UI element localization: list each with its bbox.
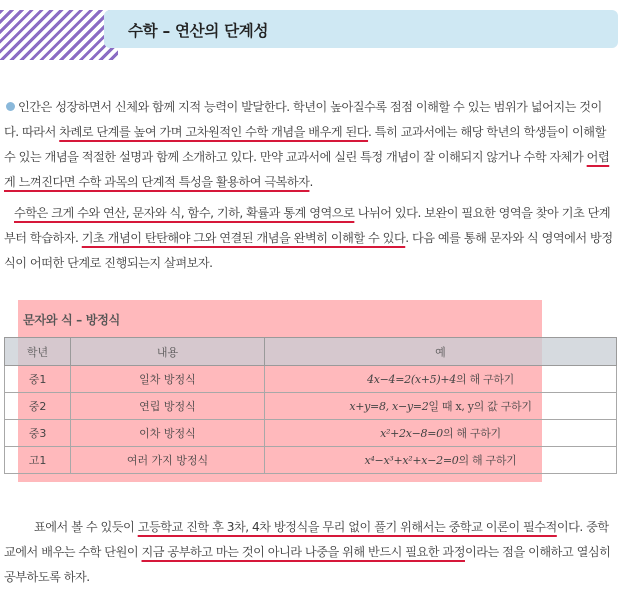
- paragraph-conclusion: [4, 515, 616, 590]
- example-suffix: 의 해 구하기: [455, 373, 514, 386]
- table-row: [5, 447, 617, 474]
- table-row: [5, 420, 617, 447]
- content-cell: 이차 방정식: [71, 420, 265, 447]
- header-stripe-decoration: [0, 10, 118, 60]
- column-header-content: 내용: [71, 338, 265, 366]
- example-suffix: 의 해 구하기: [458, 454, 517, 467]
- underlined-text: 지금 공부하고 마는 것이 아니라 나중을 위해 반드시 필요한 과정: [141, 545, 465, 559]
- column-header-example: 예: [265, 338, 617, 366]
- content-cell: 여러 가지 방정식: [71, 447, 265, 474]
- underlined-text: 어렵게 느껴진다면 수학 과목의 단계적 특성을 활용하여 극복하자: [4, 150, 610, 189]
- paragraph-text: 표에서 볼 수 있듯이: [34, 520, 138, 534]
- table-row: [5, 393, 617, 420]
- underlined-text: 고등학교 진학 후 3차, 4차 방정식을 무리 없이 풀기 위해서는 중학교 이론이 필수적: [137, 520, 557, 534]
- underlined-text: 수학은 크게 수와 연산, 문자와 식, 함수, 기하, 확률과 통계 영역으로: [14, 206, 355, 220]
- content-cell: 연립 방정식: [71, 393, 265, 420]
- table-title: 문자와 식 – 방정식: [23, 313, 120, 327]
- equation: 4x−4=2(x+5)+4: [367, 373, 456, 386]
- underlined-text: 기초 개념이 탄탄해야 그와 연결된 개념을 완벽히 이해할 수 있다: [81, 231, 406, 245]
- content-cell: 일차 방정식: [71, 366, 265, 393]
- paragraph-text: 인간은 성장하면서 신체와 함께 지적 능력이 발달한다. 학년이 높아질수록 점점 이해할 수 있는 범위가 넓어지는 것이다. 따라서: [4, 100, 602, 139]
- equation-table: [4, 337, 617, 474]
- equation: x²+2x−8=0: [380, 427, 443, 440]
- paragraph-text: 이다. 중학교에서 배우는 수학 단원이: [4, 520, 609, 559]
- paragraph-text: 이라는 점을 이해하고 열심히 공부하도록 하자.: [4, 545, 611, 584]
- paragraph-text: . 특히 교과서에는 해당 학년의 학생들이 이해할 수 있는 개념을 적절한 설명과 함께 소개하고 있다. 만약 교과서에 실린 특정 개념이 잘 이해되지 않거나 수학 자체가: [4, 125, 606, 164]
- paragraph-text: .: [309, 175, 313, 189]
- bullet-icon: [6, 102, 15, 111]
- example-cell: [265, 393, 617, 420]
- grade-cell: 중3: [5, 420, 71, 447]
- paragraph-areas: [4, 201, 616, 276]
- table-header-row: [5, 338, 617, 366]
- grade-cell: 중1: [5, 366, 71, 393]
- example-suffix: 일 때 x, y의 값 구하기: [428, 400, 532, 413]
- equation: x⁴−x³+x²+x−2=0: [364, 454, 459, 467]
- paragraph-text: 나뉘어 있다. 보완이 필요한 영역을 찾아 기초 단계부터 학습하자.: [4, 206, 611, 245]
- example-suffix: 의 해 구하기: [442, 427, 501, 440]
- example-cell: [265, 366, 617, 393]
- equation: x+y=8, x−y=2: [349, 400, 429, 413]
- paragraph-text: . 다음 예를 통해 문자와 식 영역에서 방정식이 어떠한 단계로 진행되는지 살펴보자.: [4, 231, 613, 270]
- table-row: [5, 366, 617, 393]
- page-title: 수학 – 연산의 단계성: [128, 22, 269, 40]
- paragraph-intro: [4, 95, 616, 195]
- example-cell: [265, 420, 617, 447]
- example-cell: [265, 447, 617, 474]
- underlined-text: 차례로 단계를 높여 가며 고차원적인 수학 개념을 배우게 된다: [59, 125, 369, 139]
- column-header-grade: 학년: [5, 338, 71, 366]
- grade-cell: 중2: [5, 393, 71, 420]
- grade-cell: 고1: [5, 447, 71, 474]
